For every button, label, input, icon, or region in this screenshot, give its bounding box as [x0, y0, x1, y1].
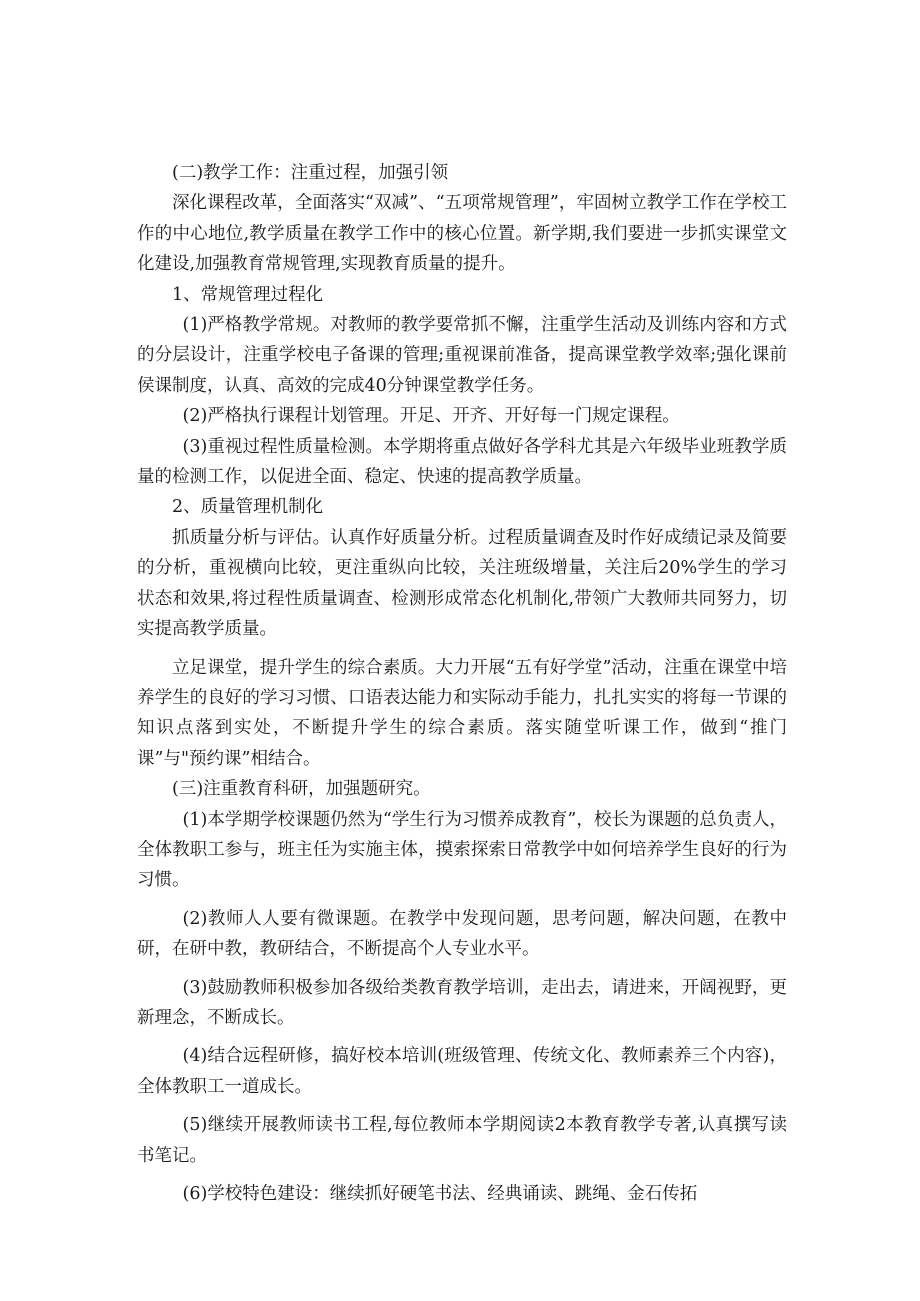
- section-2-heading: (二)教学工作：注重过程，加强引领: [172, 163, 449, 183]
- document-body: [137, 158, 787, 1209]
- item-school-research-topic: (1)本学期学校课题仍然为“学生行为习惯养成教育”，校长为课题的总负责人，全体教职工参与，班主任为实施主体，摸索探索日常教学中如何培养学生良好的行为习惯。: [137, 809, 787, 891]
- item-reading-project: (5)继续开展教师读书工程,每位教师本学期阅读2本教育教学专著,认真撰写读书笔记。: [137, 1115, 787, 1166]
- item-strict-teaching-routine: (1)严格教学常规。对教师的教学要常抓不懈，注重学生活动及训练内容和方式的分层设计，注重学校电子备课的管理;重视课前准备，提高课堂教学效率;强化课前侯课制度，认真、高效的完成40分钟课堂教学任务。: [137, 315, 787, 396]
- item-teacher-micro-topic: (2)教师人人要有微课题。在教学中发现问题，思考问题，解决问题，在教中研，在研中教，教研结合，不断提高个人专业水平。: [137, 908, 787, 960]
- section-2-intro: 深化课程改革，全面落实“双减”、“五项常规管理”，牢固树立教学工作在学校工作的中心地位,教学质量在教学工作中的核心位置。新学期,我们要进一步抓实课堂文化建设,加强教育常规管理,实现教育质量的提升。: [137, 193, 787, 275]
- subheading-routine-management: 1、常规管理过程化: [172, 284, 324, 305]
- item-course-plan-management: (2)严格执行课程计划管理。开足、开齐、开好每一门规定课程。: [182, 406, 680, 427]
- paragraph-classroom-quality: 立足课堂，提升学生的综合素质。大力开展“五有好学堂”活动，注重在课堂中培养学生的良好的学习习惯、口语表达能力和实际动手能力，扎扎实实的将每一节课的知识点落到实处，不断提升学生的综合素质。落实随堂听课工作，做到“推门课”与"预约课”相结合。: [137, 657, 787, 769]
- subheading-quality-mechanism: 2、质量管理机制化: [172, 497, 324, 518]
- paragraph-quality-analysis: 抓质量分析与评估。认真作好质量分析。过程质量调查及时作好成绩记录及简要的分析，重视横向比较，更注重纵向比较，关注班级增量，关注后20%学生的学习状态和效果,将过程性质量调查、检测形成常态化机制化,带领广大教师共同努力，切实提高教学质量。: [137, 527, 787, 640]
- section-3-heading: (三)注重教育科研，加强题研究。: [172, 779, 431, 800]
- item-remote-training: (4)结合远程研修，搞好校本培训(班级管理、传统文化、教师素养三个内容)，全体教职工一道成长。: [137, 1046, 787, 1097]
- item-teacher-training: (3)鼓励教师积极参加各级给类教育教学培训，走出去，请进来，开阔视野，更新理念，不断成长。: [137, 977, 787, 1028]
- item-school-features: (6)学校特色建设：继续抓好硬笔书法、经典诵读、跳绳、金石传拓: [182, 1184, 698, 1204]
- item-process-quality-testing: (3)重视过程性质量检测。本学期将重点做好各学科尤其是六年级毕业班教学质量的检测工作，以促进全面、稳定、快速的提高教学质量。: [137, 436, 787, 488]
